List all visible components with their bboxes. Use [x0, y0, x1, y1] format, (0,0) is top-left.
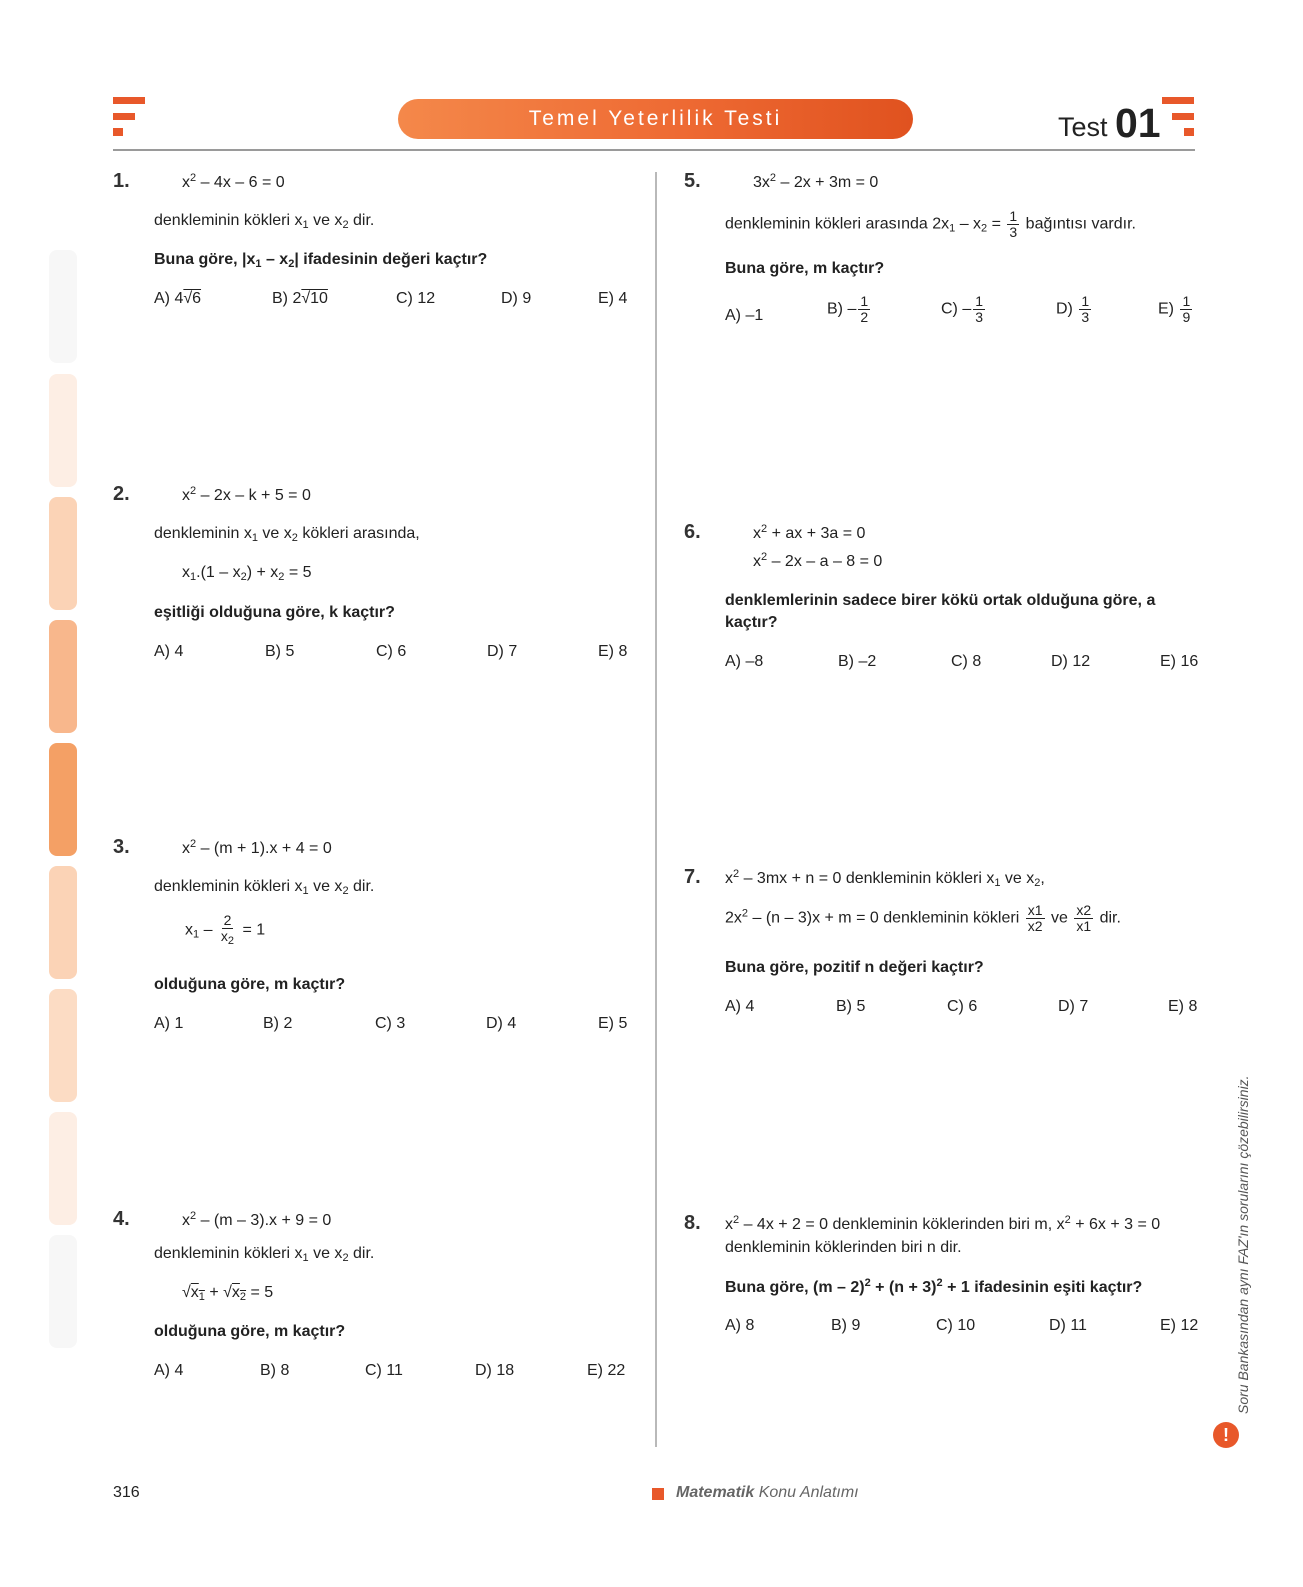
option-a[interactable]: A) 4 — [154, 643, 184, 660]
question-equation: $x^2 - (m + 1).x + 4 = 0$ — [182, 838, 332, 857]
option-d[interactable]: D) 7 — [487, 643, 518, 660]
question-number: 6. — [684, 521, 701, 543]
side-tab-1 — [49, 250, 77, 363]
question-number: 5. — [684, 170, 701, 192]
option-a[interactable]: A) 8 — [725, 1317, 755, 1334]
question-number: 7. — [684, 866, 701, 888]
option-a[interactable]: A) 1 — [154, 1015, 184, 1032]
option-c[interactable]: C) 6 — [376, 643, 407, 660]
test-label: Test — [1058, 112, 1108, 142]
option-d[interactable]: D) 9 — [501, 290, 532, 307]
option-a[interactable]: A) 4 — [154, 1362, 184, 1379]
option-d[interactable]: D) 18 — [475, 1362, 515, 1379]
question-condition: $x_1$ – $\frac{2}{x_2}$ = 1 — [185, 912, 266, 947]
option-a[interactable]: A) 4√6 — [154, 290, 202, 307]
option-b[interactable]: B) 5 — [265, 643, 295, 660]
option-c[interactable]: C) – $\frac{1}{3}$ — [941, 293, 984, 325]
question-text-2: $2x^2 - (n - 3)x + m = 0$ denkleminin kökleri $\frac{x1}{x2}$ ve $\frac{x2}{x1}$ dir. — [725, 902, 1121, 934]
side-tab-9 — [49, 1235, 77, 1348]
option-a[interactable]: A) 4 — [725, 998, 755, 1015]
question-text: $x^2 - 3mx + n = 0$ denkleminin kökleri $x_1$ ve $x_2$, — [725, 868, 1045, 889]
option-b[interactable]: B) –2 — [838, 653, 877, 670]
column-divider — [655, 172, 657, 1447]
option-b[interactable]: B) 2 — [263, 1015, 293, 1032]
side-tab-2 — [49, 374, 77, 487]
test-title-banner: Temel Yeterlilik Testi — [398, 99, 913, 139]
option-b[interactable]: B) 2√10 — [272, 290, 328, 307]
question-text: denkleminin kökleri $x_1$ ve $x_2$ dir. — [154, 1245, 375, 1264]
option-c[interactable]: C) 3 — [375, 1015, 406, 1032]
page-number: 316 — [113, 1484, 140, 1501]
test-number: 01 — [1115, 100, 1161, 146]
book-title: Matematik Konu Anlatımı — [676, 1484, 859, 1501]
option-b[interactable]: B) 9 — [831, 1317, 861, 1334]
option-e[interactable]: E) 16 — [1160, 653, 1199, 670]
option-d[interactable]: D) 4 — [486, 1015, 517, 1032]
question-prompt: eşitliği olduğuna göre, k kaçtır? — [154, 604, 395, 621]
brand-logo-icon-left — [113, 97, 145, 139]
option-b[interactable]: B) – $\frac{1}{2}$ — [827, 293, 869, 325]
fraction: $\frac{2}{x_2}$ — [220, 912, 235, 947]
side-tab-8 — [49, 1112, 77, 1225]
side-tab-5 — [49, 743, 77, 856]
side-note: Soru Bankasından aynı FAZ'ın sorularını çözebilirsiniz. — [1235, 1075, 1251, 1414]
question-equation: $3x^2 - 2x + 3m = 0$ — [753, 172, 879, 191]
question-equation: $x^2 - (m - 3).x + 9 = 0$ — [182, 1210, 332, 1229]
question-number: 3. — [113, 836, 130, 858]
question-prompt: Buna göre, $|x_1 - x_2|$ ifadesinin değeri kaçtır? — [154, 251, 488, 270]
option-c[interactable]: C) 12 — [396, 290, 436, 307]
option-e[interactable]: E) 5 — [598, 1015, 628, 1032]
question-prompt: Buna göre, $(m - 2)^2 + (n + 3)^2 + 1$ ifadesinin eşiti kaçtır? — [725, 1277, 1143, 1296]
question-prompt: olduğuna göre, m kaçtır? — [154, 1323, 346, 1340]
exclamation-icon: ! — [1213, 1422, 1239, 1448]
question-prompt: olduğuna göre, m kaçtır? — [154, 976, 346, 993]
question-text: denkleminin kökleri $x_1$ ve $x_2$ dir. — [154, 212, 375, 231]
option-d[interactable]: D) 12 — [1051, 653, 1091, 670]
option-d[interactable]: D) 7 — [1058, 998, 1089, 1015]
question-prompt: denklemlerinin sadece birer kökü ortak olduğuna göre, a — [725, 592, 1156, 609]
option-b[interactable]: B) 5 — [836, 998, 866, 1015]
question-text-2: denkleminin köklerinden biri n dir. — [725, 1239, 962, 1256]
question-prompt: Buna göre, pozitif n değeri kaçtır? — [725, 959, 984, 976]
question-text: $x^2 - 4x + 2 = 0$ denkleminin köklerinden biri m, $x^2 + 6x + 3 = 0$ — [725, 1214, 1161, 1233]
option-d[interactable]: D) $\frac{1}{3}$ — [1056, 293, 1090, 325]
question-number: 1. — [113, 170, 130, 192]
fraction: $\frac{x1}{x2}$ — [1027, 902, 1043, 934]
option-c[interactable]: C) 11 — [365, 1362, 403, 1379]
question-number: 4. — [113, 1208, 130, 1230]
question-number: 2. — [113, 483, 130, 505]
question-equation-2: $x^2 - 2x - a - 8 = 0$ — [753, 551, 883, 570]
square-bullet-icon — [652, 1488, 664, 1500]
option-c[interactable]: C) 6 — [947, 998, 978, 1015]
question-text: denkleminin kökleri $x_1$ ve $x_2$ dir. — [154, 878, 375, 897]
brand-logo-icon-right — [1162, 97, 1194, 139]
option-a[interactable]: A) –8 — [725, 653, 764, 670]
question-prompt: Buna göre, m kaçtır? — [725, 260, 885, 277]
option-c[interactable]: C) 10 — [936, 1317, 976, 1334]
question-prompt-cont: kaçtır? — [725, 614, 778, 631]
option-e[interactable]: E) $\frac{1}{9}$ — [1158, 293, 1191, 325]
question-equation: $x^2$ + ax + 3a = 0 — [753, 523, 866, 542]
side-tab-7 — [49, 989, 77, 1102]
question-number: 8. — [684, 1212, 701, 1234]
option-e[interactable]: E) 8 — [1168, 998, 1198, 1015]
question-equation: $x^2 - 4x - 6 = 0$ — [182, 172, 285, 191]
side-tab-3 — [49, 497, 77, 610]
question-text: denkleminin kökleri arasında $2x_1 - x_2$ = $\frac{1}{3}$ bağıntısı vardır. — [725, 208, 1136, 240]
option-a[interactable]: A) –1 — [725, 307, 764, 324]
question-condition: $√x_1 + √x_2 = 5$ — [182, 1284, 274, 1303]
fraction: $\frac{x2}{x1}$ — [1076, 902, 1092, 934]
question-text: denkleminin $x_1$ ve $x_2$ kökleri arasında, — [154, 525, 420, 544]
option-e[interactable]: E) 22 — [587, 1362, 626, 1379]
question-equation: $x^2 - 2x - k + 5 = 0$ — [182, 485, 311, 504]
header-rule — [113, 149, 1195, 151]
option-d[interactable]: D) 11 — [1049, 1317, 1087, 1334]
question-condition: $x_1.(1 - x_2) + x_2 = 5$ — [182, 564, 312, 583]
option-e[interactable]: E) 12 — [1160, 1317, 1199, 1334]
option-e[interactable]: E) 4 — [598, 290, 628, 307]
option-b[interactable]: B) 8 — [260, 1362, 290, 1379]
side-tab-4 — [49, 620, 77, 733]
side-tab-6 — [49, 866, 77, 979]
fraction: $\frac{1}{3}$ — [1009, 208, 1018, 240]
option-c[interactable]: C) 8 — [951, 653, 982, 670]
option-e[interactable]: E) 8 — [598, 643, 628, 660]
